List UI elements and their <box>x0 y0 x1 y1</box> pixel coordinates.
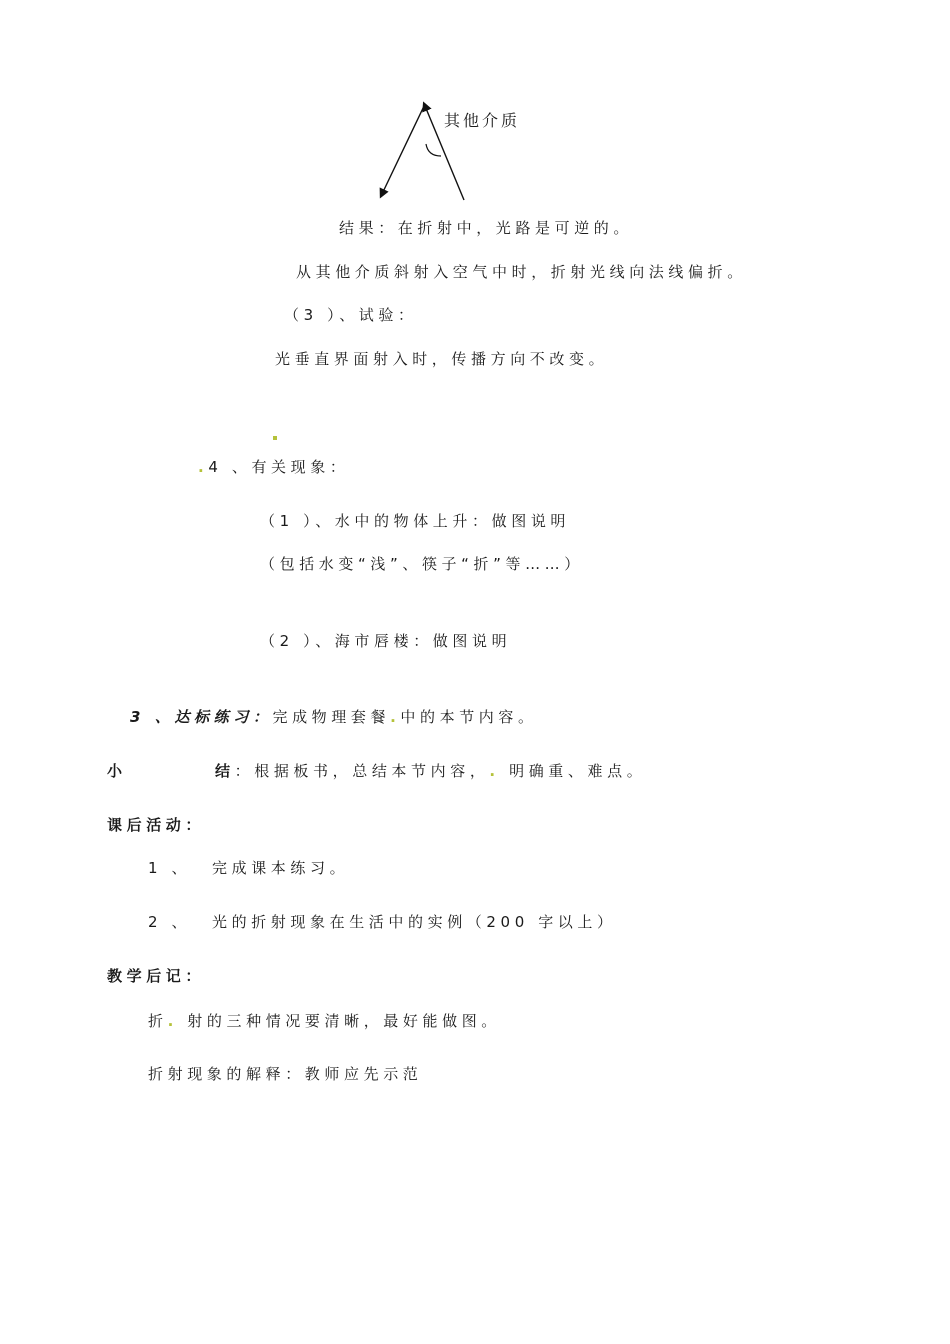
summary-label-b: 结 <box>215 762 235 780</box>
section4-number: 4 <box>208 458 223 476</box>
activity-1-text: 完成课本练习。 <box>212 859 350 877</box>
phenomenon-1-note: （包括水变“浅”、筷子“折”等……） <box>260 555 584 573</box>
refracted-ray <box>382 104 425 194</box>
note-2: 折射现象的解释：教师应先示范 <box>148 1065 423 1083</box>
summary-colon: ： <box>234 762 255 780</box>
summary-text-b: 明确重、难点。 <box>509 762 647 780</box>
note-1 <box>148 1011 501 1031</box>
section4-title: 、有关现象： <box>231 458 350 476</box>
phenomenon-2: （2 ）、海市唇楼：做图说明 <box>260 632 512 650</box>
activity-1-number: 1 、 <box>148 859 192 877</box>
summary-line <box>215 761 646 781</box>
stray-mark: . <box>167 1012 178 1030</box>
stray-mark: . <box>198 458 209 476</box>
stray-mark: . <box>390 708 401 726</box>
summary-label-a: 小 <box>107 762 127 780</box>
exercise-text-a: 完成物理套餐 <box>272 708 391 726</box>
from-medium-line: 从其他介质斜射入空气中时，折射光线向法线偏折。 <box>296 263 747 281</box>
stray-dot <box>273 436 277 440</box>
result-line: 结果：在折射中，光路是可逆的。 <box>339 219 634 237</box>
note-1-b: 射的三种情况要清晰，最好能做图。 <box>187 1012 501 1030</box>
summary-text-a: 根据板书，总结本节内容， <box>254 762 490 780</box>
exercise-text-b: 中的本节内容。 <box>400 708 538 726</box>
activity-2-number: 2 、 <box>148 913 192 931</box>
section4-heading <box>198 457 349 477</box>
note-1-a: 折 <box>148 1012 168 1030</box>
diagram-label: 其他介质 <box>444 111 521 130</box>
phenomenon-1: （1 ）、水中的物体上升：做图说明 <box>260 512 571 530</box>
activity-2-text: 光的折射现象在生活中的实例（200 字以上） <box>212 913 617 931</box>
exercise-label: 3 、达标练习： <box>130 708 273 726</box>
stray-mark: . <box>489 762 500 780</box>
angle-arc <box>426 144 441 156</box>
perpendicular-line: 光垂直界面射入时，传播方向不改变。 <box>275 350 609 368</box>
teaching-notes-heading: 教学后记： <box>107 967 206 985</box>
after-class-heading: 课后活动： <box>107 816 206 834</box>
exercise-line <box>130 707 538 727</box>
test-heading: （3 ）、试验： <box>284 306 418 324</box>
